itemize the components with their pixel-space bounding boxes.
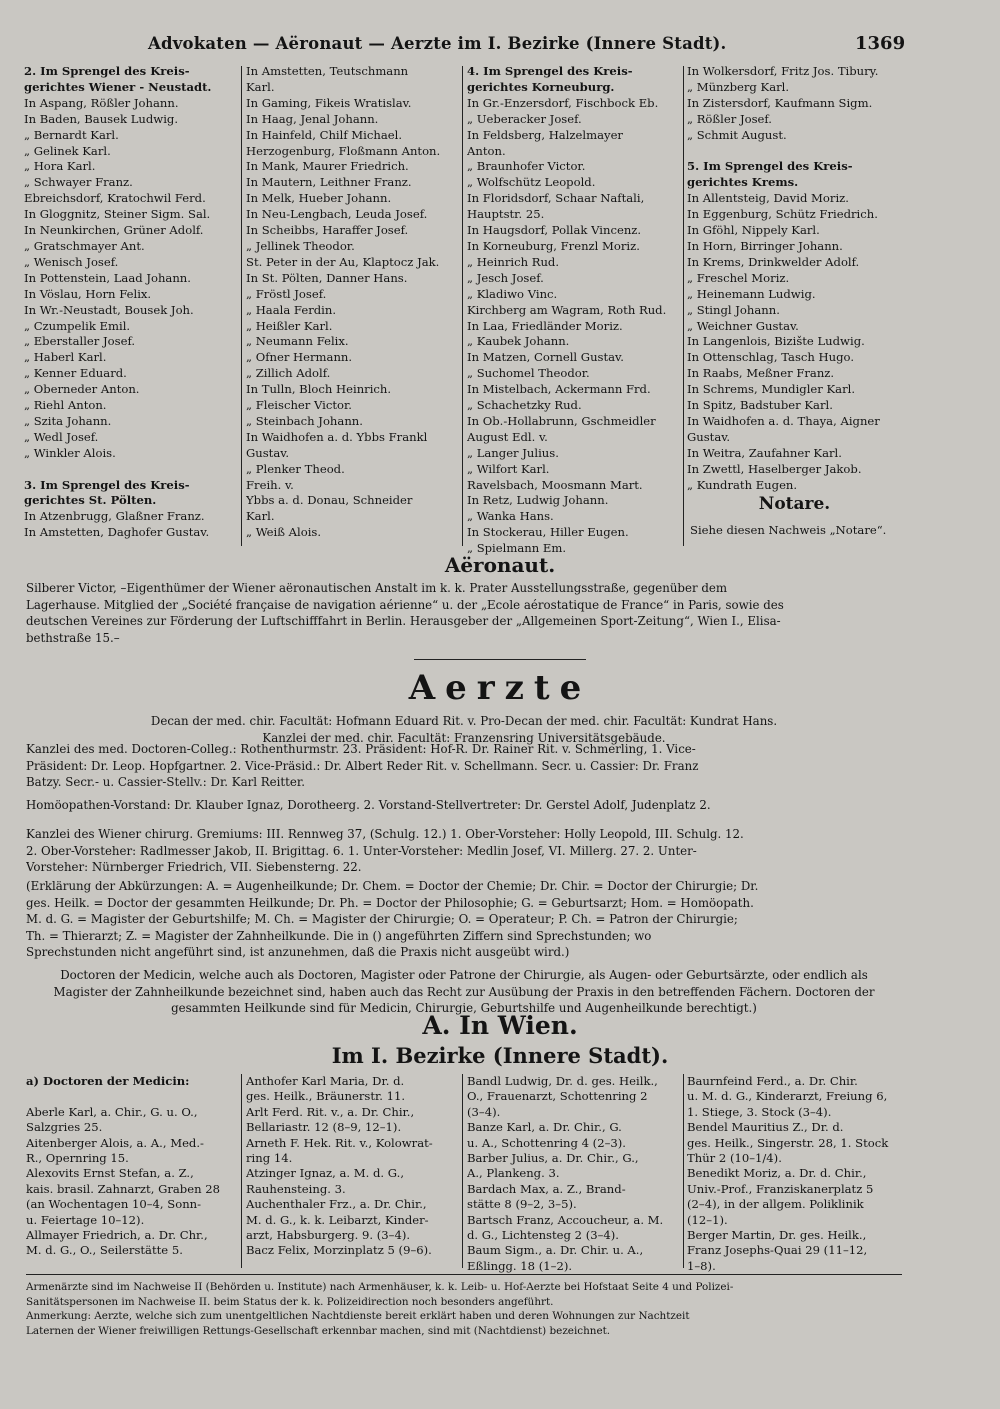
text-line: „ Szita Johann.	[24, 413, 112, 428]
text-line: (12–1).	[687, 1212, 728, 1227]
text-line: Atzinger Ignaz, a. M. d. G.,	[246, 1166, 405, 1181]
text-line: ges. Heilk., Bräunerstr. 11.	[246, 1089, 406, 1104]
text-line: „ Gelinek Karl.	[24, 143, 111, 158]
aerzte-column-3	[467, 1074, 681, 1274]
text-line: „ Fröstl Josef.	[246, 286, 327, 301]
text-line: Kirchberg am Wagram, Roth Rud.	[467, 302, 667, 317]
column-divider	[683, 1074, 684, 1268]
text-line: „ Plenker Theod.	[246, 461, 345, 476]
text-line: „ Haberl Karl.	[24, 350, 107, 365]
text-line: Bardach Max, a. Z., Brand-	[467, 1181, 626, 1196]
text-line: In Vöslau, Horn Felix.	[24, 286, 152, 301]
text-line: Aberle Karl, a. Chir., G. u. O.,	[26, 1104, 198, 1119]
text-line: In Hainfeld, Chilf Michael.	[246, 127, 403, 142]
abkuerzungen	[26, 878, 902, 961]
text-line: In Haugsdorf, Pollak Vincenz.	[467, 223, 642, 238]
text-line: In Laa, Friedländer Moriz.	[467, 318, 623, 333]
text-line: Th. = Thierarzt; Z. = Magister der Zahnheilkunde. Die in () angeführten Ziffern sind Sprechstunden; wo	[26, 928, 652, 943]
text-line: „ Jesch Josef.	[467, 270, 544, 285]
text-line: „ Rößler Josef.	[687, 111, 772, 126]
text-line: „ Wolfschütz Leopold.	[467, 175, 596, 190]
text-line: „ Fleischer Victor.	[246, 398, 352, 413]
text-line: O., Frauenarzt, Schottenring 2	[467, 1089, 648, 1104]
text-line: In Stockerau, Hiller Eugen.	[467, 525, 629, 540]
text-line: Herzogenburg, Floßmann Anton.	[246, 143, 441, 158]
text-line: Kanzlei der med. chir. Facultät: Franzensring Universitätsgebäude.	[262, 730, 666, 745]
text-line: Silberer Victor, –Eigenthümer der Wiener aëronautischen Anstalt im k. k. Prater Ausstellungsstraße, gegenüber dem	[26, 581, 728, 595]
chirurg-gremium	[26, 826, 902, 876]
text-line: In Ottenschlag, Tasch Hugo.	[687, 350, 855, 365]
text-line: Rauhensteing. 3.	[246, 1181, 346, 1196]
text-line: „ Kenner Eduard.	[24, 366, 127, 381]
text-line: Präsident: Dr. Leop. Hopfgartner. 2. Vice-Präsid.: Dr. Albert Reder Rit. v. Schellmann. Secr. u. Cassier: Dr. Franz	[26, 758, 699, 773]
text-line: 4. Im Sprengel des Kreis-	[467, 64, 633, 78]
text-line: In Feldsberg, Halzelmayer	[467, 127, 623, 142]
text-line: „ Jellinek Theodor.	[246, 238, 355, 253]
text-line: In Pottenstein, Laad Johann.	[24, 270, 191, 285]
doctoren-collegium	[26, 741, 902, 791]
text-line: Anton.	[467, 143, 506, 158]
advokaten-column-4	[687, 64, 902, 493]
text-line: „ Oberneder Anton.	[24, 382, 140, 397]
text-line: Gustav.	[687, 429, 731, 444]
text-line: A., Plankeng. 3.	[467, 1166, 560, 1181]
text-line: In Ob.-Hollabrunn, Gschmeidler	[467, 413, 656, 428]
text-line: Kanzlei des Wiener chirurg. Gremiums: III. Rennweg 37, (Schulg. 12.) 1. Ober-Vorsteher: Holly Leopold, III. Schulg. 12.	[26, 827, 744, 841]
text-line: In Gr.-Enzersdorf, Fischbock Eb.	[467, 95, 659, 110]
text-line: Ravelsbach, Moosmann Mart.	[467, 477, 643, 492]
text-line: In Amstetten, Daghofer Gustav.	[24, 525, 210, 540]
text-line: In Floridsdorf, Schaar Naftali,	[467, 191, 645, 206]
text-line: In Allentsteig, David Moriz.	[687, 191, 849, 206]
text-line: In Waidhofen a. d. Ybbs Frankl	[246, 429, 428, 444]
text-line: In Weitra, Zaufahner Karl.	[687, 445, 842, 460]
text-line: M. d. G., k. k. Leibarzt, Kinder-	[246, 1212, 429, 1227]
text-line: „ Zillich Adolf.	[246, 366, 331, 381]
text-line: In Gaming, Fikeis Wratislav.	[246, 95, 412, 110]
notare-heading: Notare.	[758, 494, 831, 514]
text-line: In Gloggnitz, Steiner Sigm. Sal.	[24, 207, 211, 222]
text-line: In Scheibbs, Haraffer Josef.	[246, 223, 409, 238]
text-line: Univ.-Prof., Franziskanerplatz 5	[687, 1181, 874, 1196]
text-line: „ Wanka Hans.	[467, 509, 554, 524]
text-line: Baurnfeind Ferd., a. Dr. Chir.	[687, 1074, 858, 1088]
text-line: „ Freschel Moriz.	[687, 270, 790, 285]
text-line: Berger Martin, Dr. ges. Heilk.,	[687, 1228, 867, 1243]
text-line: (Erklärung der Abkürzungen: A. = Augenheilkunde; Dr. Chem. = Doctor der Chemie; Dr. Chir. = Doctor der Chirurgie; Dr.	[26, 879, 759, 893]
text-line: (2–4), in der allgem. Poliklinik	[687, 1197, 864, 1212]
aeronaut-entry	[26, 580, 902, 646]
text-line: Baum Sigm., a. Dr. Chir. u. A.,	[467, 1243, 644, 1258]
text-line: In Zistersdorf, Kaufmann Sigm.	[687, 95, 873, 110]
text-line: gerichtes Wiener - Neustadt.	[24, 79, 212, 94]
text-line: M. d. G., O., Seilerstätte 5.	[26, 1243, 183, 1258]
doctoren-note	[26, 967, 902, 1017]
text-line: „ Eberstaller Josef.	[24, 334, 136, 349]
column-divider	[683, 66, 684, 546]
homoeopathen-vorstand: Homöopathen-Vorstand: Dr. Klauber Ignaz, Dorotheerg. 2. Vorstand-Stellvertreter: Dr. Gerstel Adolf, Judenplatz 2.	[26, 798, 711, 812]
wien-heading: A. In Wien.	[422, 1011, 578, 1040]
column-divider	[462, 1074, 463, 1268]
text-line: stätte 8 (9–2, 3–5).	[467, 1197, 577, 1212]
text-line: „ Suchomel Theodor.	[467, 366, 590, 381]
text-line: Lagerhause. Mitglied der „Société française de navigation aérienne“ u. der „Ecole aérostatique de France“ in Paris, sowie des	[26, 597, 784, 612]
advokaten-column-2	[246, 64, 460, 541]
text-line: „ Ofner Hermann.	[246, 350, 353, 365]
page-number: 1369	[855, 33, 906, 54]
text-line: 3. Im Sprengel des Kreis-	[24, 477, 190, 492]
text-line: Ebreichsdorf, Kratochwil Ferd.	[24, 191, 206, 206]
text-line: 1. Stiege, 3. Stock (3–4).	[687, 1104, 832, 1119]
aerzte-column-2	[246, 1074, 460, 1259]
text-line: In Neu-Lengbach, Leuda Josef.	[246, 207, 428, 222]
advokaten-column-3	[467, 64, 681, 557]
text-line: gerichtes Korneuburg.	[467, 79, 615, 94]
text-line: In Tulln, Bloch Heinrich.	[246, 382, 392, 397]
text-line: Eßlingg. 18 (1–2).	[467, 1258, 573, 1273]
text-line: Ybbs a. d. Donau, Schneider	[246, 493, 413, 508]
aerzte-column-1	[26, 1074, 236, 1259]
text-line: Anmerkung: Aerzte, welche sich zum unentgeltlichen Nachtdienste bereit erklärt haben und deren Wohnungen zur Nachtzeit	[26, 1310, 690, 1322]
text-line: „ Wilfort Karl.	[467, 461, 550, 476]
text-line: Decan der med. chir. Facultät: Hofmann Eduard Rit. v. Pro-Decan der med. chir. Facultät: Kundrat Hans.	[150, 714, 778, 728]
text-line	[24, 462, 238, 478]
advokaten-column-1	[24, 64, 238, 541]
text-line: In Wr.-Neustadt, Bousek Joh.	[24, 302, 194, 317]
text-line: 1–8).	[687, 1258, 716, 1273]
text-line: „ Schmit August.	[687, 127, 787, 142]
text-line: In Gföhl, Nippely Karl.	[687, 223, 820, 238]
aerzte-heading: Aerzte	[408, 668, 592, 708]
text-line: In Schrems, Mundigler Karl.	[687, 382, 856, 397]
text-line: ges. Heilk. = Doctor der gesammten Heilkunde; Dr. Ph. = Doctor der Philosophie; G. = Geburtsarzt; Hom. = Homöopath.	[26, 895, 754, 910]
text-line: Salzgries 25.	[26, 1120, 103, 1135]
text-line: Alexovits Ernst Stefan, a. Z.,	[26, 1166, 194, 1181]
text-line: Benedikt Moriz, a. Dr. d. Chir.,	[687, 1166, 867, 1181]
text-line: „ Heinemann Ludwig.	[687, 286, 816, 301]
text-line: „ Riehl Anton.	[24, 398, 107, 413]
text-line: (3–4).	[467, 1104, 501, 1119]
text-line: „ Heißler Karl.	[246, 318, 333, 333]
text-line: In Mistelbach, Ackermann Frd.	[467, 382, 651, 397]
text-line: „ Langer Julius.	[467, 445, 559, 460]
text-line: Gustav.	[246, 445, 290, 460]
text-line: In Korneuburg, Frenzl Moriz.	[467, 238, 640, 253]
text-line: „ Schachetzky Rud.	[467, 398, 582, 413]
text-line: Hauptstr. 25.	[467, 207, 545, 222]
text-line: (an Wochentagen 10–4, Sonn-	[26, 1197, 202, 1212]
text-line: 2. Im Sprengel des Kreis-	[24, 64, 190, 78]
text-line	[687, 144, 902, 160]
text-line: August Edl. v.	[467, 429, 548, 444]
text-line: Banze Karl, a. Dr. Chir., G.	[467, 1120, 622, 1135]
text-line: „ Czumpelik Emil.	[24, 318, 131, 333]
text-line: „ Hora Karl.	[24, 159, 96, 174]
text-line: Doctoren der Medicin, welche auch als Doctoren, Magister oder Patrone der Chirurgie, als Augen- oder Geburtsärzte, oder endlich als	[60, 968, 868, 982]
footnotes	[26, 1280, 902, 1338]
text-line: Karl.	[246, 509, 275, 524]
text-line: gesammten Heilkunde sind für Medicin, Chirurgie, Geburtshilfe und Augenheilkunde berechtigt.)	[171, 1001, 757, 1015]
text-line: „ Neumann Felix.	[246, 334, 349, 349]
text-line: „ Braunhofer Victor.	[467, 159, 586, 174]
bezirk-heading: Im I. Bezirke (Innere Stadt).	[331, 1043, 669, 1068]
text-line: „ Münzberg Karl.	[687, 79, 790, 94]
text-line: „ Heinrich Rud.	[467, 254, 560, 269]
text-line: gerichtes Krems.	[687, 175, 799, 190]
text-line: Sprechstunden nicht angeführt sind, ist anzunehmen, daß die Praxis nicht ausgeübt wird.)	[26, 945, 570, 959]
text-line: In Retz, Ludwig Johann.	[467, 493, 609, 508]
text-line: Arlt Ferd. Rit. v., a. Dr. Chir.,	[246, 1104, 415, 1119]
text-line: In Waidhofen a. d. Thaya, Aigner	[687, 413, 880, 428]
text-line: Batzy. Secr.- u. Cassier-Stellv.: Dr. Karl Reitter.	[26, 775, 305, 789]
text-line: In Haag, Jenal Johann.	[246, 111, 379, 126]
text-line: In Atzenbrugg, Glaßner Franz.	[24, 509, 205, 524]
text-line: arzt, Habsburgerg. 9. (3–4).	[246, 1228, 411, 1243]
text-line: „ Winkler Alois.	[24, 445, 116, 460]
text-line: Barber Julius, a. Dr. Chir., G.,	[467, 1151, 639, 1166]
text-line: Bartsch Franz, Accoucheur, a. M.	[467, 1212, 664, 1227]
text-line: „ Steinbach Johann.	[246, 413, 363, 428]
text-line: In Melk, Hueber Johann.	[246, 191, 392, 206]
text-line: In Aspang, Rößler Johann.	[24, 95, 179, 110]
text-line	[26, 1089, 236, 1104]
text-line: a) Doctoren der Medicin:	[26, 1074, 190, 1088]
text-line: In Horn, Birringer Johann.	[687, 238, 843, 253]
text-line: R., Opernring 15.	[26, 1151, 129, 1166]
section-rule	[414, 659, 586, 660]
text-line: In Wolkersdorf, Fritz Jos. Tibury.	[687, 64, 879, 78]
text-line: Bacz Felix, Morzinplatz 5 (9–6).	[246, 1243, 432, 1258]
text-line: kais. brasil. Zahnarzt, Graben 28	[26, 1181, 220, 1196]
aerzte-column-4	[687, 1074, 902, 1274]
text-line: deutschen Vereines zur Förderung der Luftschifffahrt in Berlin. Herausgeber der „Allgemeinen Sport-Zeitung“, Wien I., Elisa-	[26, 614, 781, 628]
text-line: Karl.	[246, 79, 275, 94]
running-title: Advokaten — Aëronaut — Aerzte im I. Bezirke (Innere Stadt).	[148, 34, 727, 53]
text-line: Bellariastr. 12 (8–9, 12–1).	[246, 1120, 402, 1135]
text-line: „ Kundrath Eugen.	[687, 477, 798, 492]
text-line: „ Wedl Josef.	[24, 429, 99, 444]
text-line: „ Bernardt Karl.	[24, 127, 119, 142]
text-line: In St. Pölten, Danner Hans.	[246, 270, 408, 285]
text-line: In Mank, Maurer Friedrich.	[246, 159, 409, 174]
text-line: Arneth F. Hek. Rit. v., Kolowrat-	[246, 1135, 433, 1150]
text-line: Franz Josephs-Quai 29 (11–12,	[687, 1243, 868, 1258]
text-line: In Zwettl, Haselberger Jakob.	[687, 461, 862, 476]
text-line: „ Weichner Gustav.	[687, 318, 799, 333]
text-line: M. d. G. = Magister der Geburtshilfe; M. Ch. = Magister der Chirurgie; O. = Operateur; P. Ch. = Patron der Chirurgie;	[26, 912, 738, 926]
text-line: d. G., Lichtensteg 2 (3–4).	[467, 1228, 619, 1243]
text-line: u. A., Schottenring 4 (2–3).	[467, 1135, 626, 1150]
column-divider	[462, 66, 463, 546]
text-line: Auchenthaler Frz., a. Dr. Chir.,	[246, 1197, 427, 1212]
text-line: Thür 2 (10–1/4).	[687, 1151, 782, 1166]
footnote-rule	[26, 1274, 902, 1275]
text-line: In Amstetten, Teutschmann	[246, 64, 409, 78]
notare-reference: Siehe diesen Nachweis „Notare“.	[690, 523, 887, 537]
text-line: Freih. v.	[246, 477, 294, 492]
text-line: u. M. d. G., Kinderarzt, Freiung 6,	[687, 1089, 888, 1104]
text-line: „ Schwayer Franz.	[24, 175, 133, 190]
text-line: Bandl Ludwig, Dr. d. ges. Heilk.,	[467, 1074, 658, 1088]
text-line: Magister der Zahnheilkunde bezeichnet sind, haben auch das Recht zur Ausübung der Praxis in den betreffenden Fächern. Doctoren der	[53, 984, 875, 999]
text-line: 5. Im Sprengel des Kreis-	[687, 159, 853, 174]
text-line: St. Peter in der Au, Klaptocz Jak.	[246, 254, 440, 269]
text-line: ring 14.	[246, 1151, 293, 1166]
text-line: Aitenberger Alois, a. A., Med.-	[26, 1135, 204, 1150]
text-line: In Spitz, Badstuber Karl.	[687, 398, 833, 413]
text-line: Laternen der Wiener freiwilligen Rettungs-Gesellschaft erkennbar machen, sind mit (Nachtdienst) bezeichnet.	[26, 1324, 611, 1337]
text-line: „ Spielmann Em.	[467, 541, 566, 556]
text-line: „ Weiß Alois.	[246, 525, 322, 540]
text-line: Anthofer Karl Maria, Dr. d.	[246, 1074, 405, 1088]
text-line: „ Gratschmayer Ant.	[24, 238, 145, 253]
text-line: „ Ueberacker Josef.	[467, 111, 582, 126]
text-line: „ Kladiwo Vinc.	[467, 286, 558, 301]
text-line: In Langenlois, Bizište Ludwig.	[687, 334, 865, 349]
text-line: Armenärzte sind im Nachweise II (Behörden u. Institute) nach Armenhäuser, k. k. Leib- u. Hof-Aerzte bei Hofstaat Seite 4 und Polizei-	[26, 1281, 734, 1293]
text-line: In Krems, Drinkwelder Adolf.	[687, 254, 860, 269]
column-divider	[241, 66, 242, 546]
text-line: „ Stingl Johann.	[687, 302, 780, 317]
text-line: „ Kaubek Johann.	[467, 334, 570, 349]
column-divider	[241, 1074, 242, 1268]
text-line: Sanitätspersonen im Nachweise II. beim Status der k. k. Polizeidirection noch besonders angeführt.	[26, 1295, 554, 1308]
text-line: In Matzen, Cornell Gustav.	[467, 350, 624, 365]
text-line: In Mautern, Leithner Franz.	[246, 175, 412, 190]
text-line: u. Feiertage 10–12).	[26, 1212, 145, 1227]
text-line: Bendel Mauritius Z., Dr. d.	[687, 1120, 844, 1135]
text-line: „ Haala Ferdin.	[246, 302, 337, 317]
text-line: In Baden, Bausek Ludwig.	[24, 111, 179, 126]
text-line: In Eggenburg, Schütz Friedrich.	[687, 207, 878, 222]
text-line: gerichtes St. Pölten.	[24, 493, 157, 508]
text-line: ges. Heilk., Singerstr. 28, 1. Stock	[687, 1135, 889, 1150]
aeronaut-heading: Aëronaut.	[444, 553, 556, 577]
text-line: Allmayer Friedrich, a. Dr. Chr.,	[26, 1228, 208, 1243]
text-line: 2. Ober-Vorsteher: Radlmesser Jakob, II. Brigittag. 6. 1. Unter-Vorsteher: Medlin Josef, VI. Millerg. 27. 2. Unter-	[26, 843, 697, 858]
text-line: Vorsteher: Nürnberger Friedrich, VII. Siebensterng. 22.	[26, 860, 362, 874]
text-line: In Neunkirchen, Grüner Adolf.	[24, 223, 204, 238]
text-line: In Raabs, Meßner Franz.	[687, 366, 835, 381]
text-line: Kanzlei des med. Doctoren-Colleg.: Rothenthurmstr. 23. Präsident: Hof-R. Dr. Rainer Rit. v. Schmerling, 1. Vice-	[26, 742, 696, 756]
text-line: bethstraße 15.–	[26, 630, 120, 645]
text-line: „ Wenisch Josef.	[24, 254, 119, 269]
